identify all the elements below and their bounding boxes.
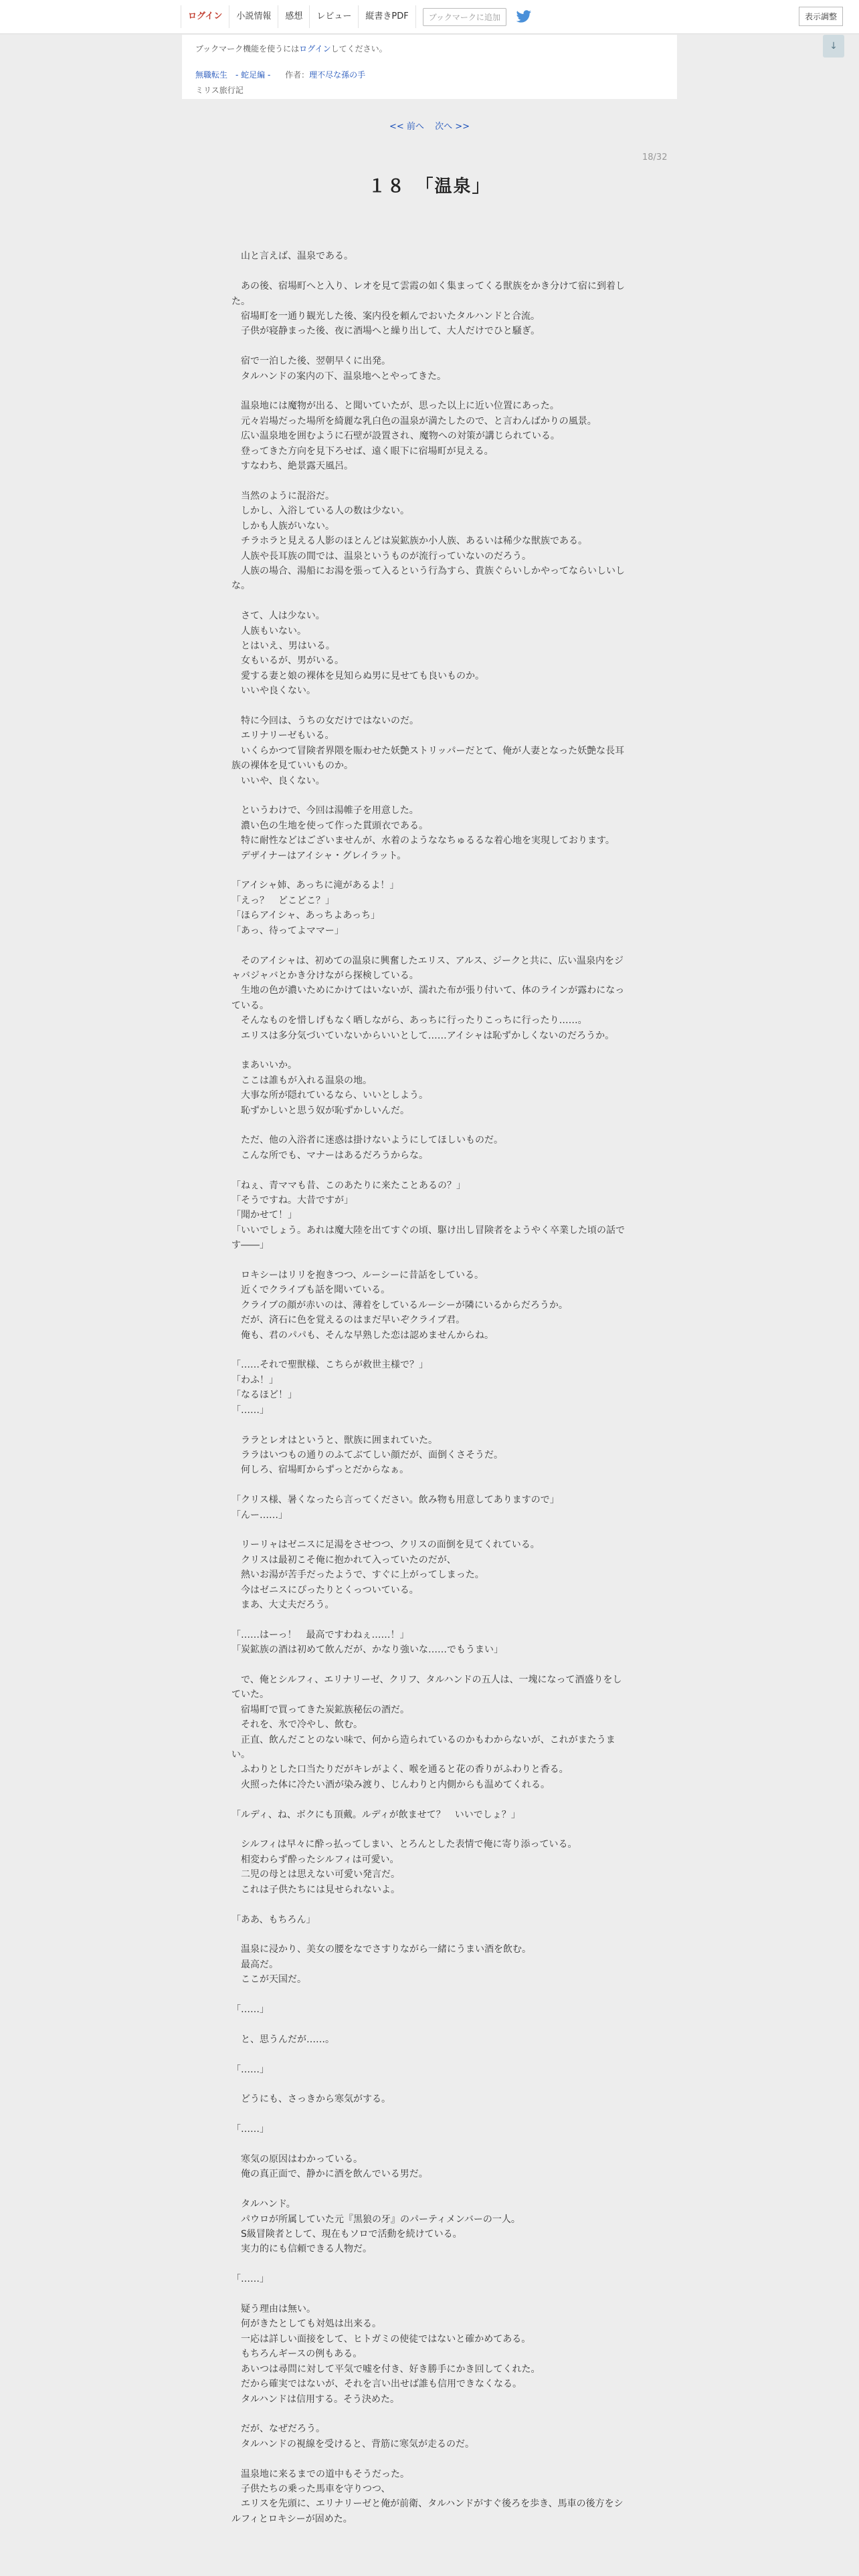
- novel-paragraph: 「……はーっ！ 最高ですわねぇ……！」: [231, 1629, 409, 1640]
- novel-paragraph: まあいいか。: [231, 1060, 297, 1071]
- novel-paragraph: 今はゼニスにぴったりとくっついている。: [231, 1584, 419, 1596]
- main-nav: [181, 5, 532, 28]
- scroll-down-button[interactable]: ↓: [823, 35, 844, 58]
- novel-paragraph: [231, 1988, 628, 2002]
- novel-info-link[interactable]: 小説情報: [229, 5, 278, 28]
- novel-paragraph: パウロが所属していた元『黒狼の牙』のパーティメンバーの一人。: [231, 2214, 520, 2225]
- novel-paragraph: [231, 1897, 628, 1912]
- novel-paragraph: 広い温泉地を囲むように石壁が設置され、魔物への対策が講じられている。: [231, 431, 560, 442]
- novel-paragraph: 二児の母とは思えない可愛い発言だ。: [231, 1869, 400, 1881]
- novel-paragraph: [231, 594, 628, 609]
- novel-paragraph: [231, 1043, 628, 1058]
- novel-paragraph: これは子供たちには見せられないよ。: [231, 1884, 400, 1895]
- novel-paragraph: そのアイシャは、初めての温泉に興奮したエリス、アルス、ジークと共に、広い温泉内をジャバジャバとかき分けながら探検している。: [231, 955, 624, 981]
- novel-paragraph: [231, 384, 628, 399]
- novel-paragraph: [231, 339, 628, 354]
- novel-paragraph: しかし、入浴している人の数は少ない。: [231, 506, 409, 517]
- novel-paragraph: S級冒険者として、現在もソロで活動を続けている。: [231, 2229, 462, 2240]
- novel-paragraph: ララはいつもの通りのふてぶてしい顔だが、面倒くさそうだ。: [231, 1449, 503, 1461]
- novel-paragraph: [231, 863, 628, 878]
- novel-paragraph: だから確実ではないが、それを言い出せば誰も信用できなくなる。: [231, 2379, 522, 2390]
- novel-paragraph: とはいえ、男はいる。: [231, 640, 335, 651]
- notice-text-after: してください。: [330, 44, 387, 53]
- novel-paragraph: 子供が寝静まった後、夜に酒場へと繰り出して、大人だけでひと騒ぎ。: [231, 326, 541, 337]
- novel-paragraph: 「ああ、もちろん」: [231, 1914, 316, 1925]
- novel-paragraph: 「えっ？ どこどこ？」: [231, 895, 335, 906]
- novel-paragraph: いいや、良くない。: [231, 775, 325, 786]
- chapter-group-title: ミリス旅行記: [195, 86, 244, 95]
- novel-paragraph: 「ほらアイシャ、あっちよあっち」: [231, 910, 381, 922]
- novel-paragraph: [231, 1658, 628, 1673]
- novel-paragraph: 生地の色が濃いためにかけてはいないが、濡れた布が張り付いて、体のラインが露わになっている。: [231, 985, 625, 1011]
- novel-paragraph: いいや良くない。: [231, 685, 316, 697]
- novel-paragraph: それを、氷で冷やし、飲む。: [231, 1719, 363, 1731]
- notice-login-link[interactable]: ログイン: [299, 44, 331, 53]
- novel-paragraph: [231, 2017, 628, 2032]
- novel-paragraph: 山と言えば、温泉である。: [231, 251, 353, 262]
- novel-paragraph: 温泉に浸かり、美女の腰をなでさすりながら一緒にうまい酒を飲む。: [231, 1944, 531, 1955]
- novel-paragraph: あいつは尋問に対して平気で嘘を付き、好き勝手にかき回してくれた。: [231, 2363, 541, 2375]
- author-link[interactable]: 理不尽な孫の手: [309, 70, 366, 80]
- notice-text-before: ブックマーク機能を使うには: [195, 44, 300, 53]
- novel-paragraph: [231, 2047, 628, 2062]
- novel-paragraph: ただ、他の入浴者に迷惑は掛けないようにしてほしいものだ。: [231, 1135, 503, 1146]
- novel-paragraph: 濃い色の生地を使って作った貫頭衣である。: [231, 820, 428, 831]
- novel-paragraph: 人族や長耳族の間では、温泉というものが流行っていないのだろう。: [231, 550, 531, 562]
- review-link[interactable]: レビュー: [309, 5, 358, 28]
- novel-paragraph: [231, 788, 628, 803]
- novel-paragraph: 宿場町を一通り観光した後、案内役を頼んでおいたタルハンドと合流。: [231, 311, 541, 322]
- novel-paragraph: あの後、宿場町へと入り、レオを見て雲霞の如く集まってくる獣族をかき分けて宿に到着した。: [231, 281, 625, 307]
- novel-paragraph: ふわりとした口当たりだがキレがよく、喉を通ると花の香りがふわりと香る。: [231, 1764, 569, 1776]
- novel-paragraph: [231, 1792, 628, 1807]
- display-settings-button[interactable]: 表示調整: [799, 7, 843, 26]
- novel-paragraph: 特に今回は、うちの女だけではないのだ。: [231, 716, 419, 726]
- novel-paragraph: どうにも、さっきから寒気がする。: [231, 2094, 391, 2105]
- novel-paragraph: 「んー……」: [231, 1509, 288, 1521]
- novel-paragraph: タルハンドは信用する。そう決めた。: [231, 2393, 400, 2405]
- novel-paragraph: 当然のように混浴だ。: [231, 490, 335, 502]
- novel-paragraph: 一応は詳しい面接をして、ヒトガミの使徒ではないと確かめてある。: [231, 2333, 531, 2345]
- novel-paragraph: [231, 938, 628, 953]
- novel-paragraph: ここは誰もが入れる温泉の地。: [231, 1075, 372, 1086]
- novel-paragraph: 最高だ。: [231, 1959, 278, 1970]
- novel-paragraph: 特に耐性などはございませんが、水着のようななちゅるるな着心地を実現しております。: [231, 835, 615, 847]
- novel-paragraph: 実力的にも信頼できる人物だ。: [231, 2244, 372, 2255]
- novel-paragraph: 火照った体に冷たい酒が染み渡り、じんわりと内側からも温めてくれる。: [231, 1779, 550, 1790]
- novel-paragraph: 宿で一泊した後、翌朝早くに出発。: [231, 356, 391, 367]
- impressions-link[interactable]: 感想: [278, 5, 309, 28]
- novel-paragraph: 「ねぇ、青ママも昔、このあたりに来たことあるの？」: [231, 1180, 466, 1191]
- novel-paragraph: エリスを先頭に、エリナリーゼと俺が前衛、タルハンドがすぐ後ろを歩き、馬車の後方をシルフィとロキシーが固めた。: [231, 2498, 624, 2525]
- novel-paragraph: 「炭鉱族の酒は初めて飲んだが、かなり強いな……でもうまい」: [231, 1644, 503, 1656]
- novel-paragraph: 近くでクライブも話を聞いている。: [231, 1285, 391, 1296]
- novel-paragraph: [231, 1927, 628, 1942]
- page-number: 18/32: [642, 152, 668, 163]
- novel-paragraph: タルハンド。: [231, 2199, 296, 2210]
- author-label: 作者：: [285, 70, 310, 80]
- novel-paragraph: [231, 2257, 628, 2272]
- chapter-title: １８ 「温泉」: [368, 177, 491, 197]
- novel-paragraph: 恥ずかしいと思う奴が恥ずかしいんだ。: [231, 1105, 409, 1116]
- novel-paragraph: チラホラと見える人影のほとんどは炭鉱族か小人族、あるいは稀少な獣族である。: [231, 536, 587, 547]
- novel-paragraph: [231, 234, 628, 249]
- novel-paragraph: [231, 2452, 628, 2466]
- novel-paragraph: タルハンドの案内の下、温泉地へとやってきた。: [231, 370, 447, 382]
- novel-paragraph: 正直、飲んだことのない味で、何から造られているのかもわからないが、これがまたうまい。: [231, 1734, 615, 1761]
- novel-paragraph: [231, 1612, 628, 1627]
- novel-paragraph: というわけで、今回は湯帷子を用意した。: [231, 805, 419, 817]
- novel-paragraph: そんなものを惜しげもなく晒しながら、あっちに行ったりこっちに行ったり……。: [231, 1015, 587, 1027]
- novel-paragraph: 元々岩場だった場所を綺麗な乳白色の温泉が満たしたので、と言わんばかりの風景。: [231, 415, 597, 427]
- novel-paragraph: 「ルディ、ね、ボクにも頂戴。ルディが飲ませて？ いいでしょ？」: [231, 1809, 520, 1820]
- top-navigation-bar: [0, 0, 859, 34]
- novel-paragraph: すなわち、絶景露天風呂。: [231, 461, 353, 472]
- novel-paragraph: 「クリス様、暑くなったら言ってください。飲み物も用意してありますので」: [231, 1495, 559, 1506]
- chapter-pager: [0, 119, 859, 132]
- novel-paragraph: 「アイシャ姉、あっちに滝があるよ！」: [231, 880, 399, 891]
- novel-paragraph: 「聞かせて！」: [231, 1210, 297, 1221]
- series-link[interactable]: 無職転生 - 蛇足編 -: [195, 70, 271, 80]
- novel-paragraph: [231, 1478, 628, 1493]
- novel-paragraph: 相変わらず酔ったシルフィは可愛い。: [231, 1854, 399, 1865]
- novel-paragraph: [231, 2107, 628, 2122]
- novel-paragraph: 「……」: [231, 2274, 269, 2285]
- novel-paragraph: 「いいでしょう。あれは魔大陸を出てすぐの頃、駆け出し冒険者をようやく卒業した頃の話です――」: [231, 1224, 625, 1251]
- novel-paragraph: 「……それで聖獣様、こちらが救世主様で？」: [231, 1360, 428, 1371]
- novel-paragraph: クリスは最初こそ俺に抱かれて入っていたのだが、: [231, 1554, 456, 1566]
- series-author-row: [195, 69, 664, 80]
- novel-paragraph: 人族の場合、湯船にお湯を張って入るという行為すら、貴族ぐらいしかやってならいしいしな。: [231, 565, 625, 592]
- novel-paragraph: 「わふ！」: [231, 1374, 278, 1386]
- novel-paragraph: 「……」: [231, 2004, 269, 2015]
- novel-paragraph: [231, 1118, 628, 1133]
- novel-paragraph: [231, 1523, 628, 1537]
- novel-paragraph: [231, 1253, 628, 1268]
- novel-paragraph: だが、済石に色を覚えるのはまだ早いぞクライブ君。: [231, 1315, 466, 1326]
- novel-paragraph: で、俺とシルフィ、エリナリーゼ、クリフ、タルハンドの五人は、一塊になって酒盛りをしていた。: [231, 1675, 622, 1701]
- novel-paragraph: もちろんギースの例もある。: [231, 2349, 363, 2360]
- novel-paragraph: 俺の真正面で、静かに酒を飲んでいる男だ。: [231, 2169, 428, 2180]
- bookmark-notice: [195, 43, 664, 54]
- novel-paragraph: [231, 699, 628, 714]
- novel-paragraph: 「……」: [231, 2124, 269, 2135]
- novel-paragraph: [231, 2407, 628, 2422]
- login-link[interactable]: ログイン: [181, 5, 229, 28]
- vertical-pdf-link[interactable]: 縦書きPDF: [358, 5, 415, 28]
- novel-paragraph: ロキシーはリリを抱きつつ、ルーシーに昔話をしている。: [231, 1270, 484, 1281]
- novel-paragraph: 宿場町で買ってきた炭鉱族秘伝の酒だ。: [231, 1704, 409, 1715]
- novel-paragraph: 愛する妻と娘の裸体を見知らぬ男に見せても良いものか。: [231, 670, 484, 681]
- novel-paragraph: 温泉地に来るまでの道中もそうだった。: [231, 2468, 409, 2480]
- novel-paragraph: 人族もいない。: [231, 625, 306, 637]
- novel-paragraph: [231, 264, 628, 279]
- novel-paragraph: 寒気の原因はわかっている。: [231, 2154, 363, 2165]
- novel-paragraph: 「……」: [231, 2064, 269, 2075]
- novel-paragraph: 熱いお湯が苦手だったようで、すぐに上がってしまった。: [231, 1570, 484, 1581]
- novel-paragraph: 女もいるが、男がいる。: [231, 655, 344, 667]
- novel-paragraph: こんな所でも、マナーはあるだろうからな。: [231, 1150, 428, 1161]
- novel-paragraph: ララとレオはというと、獣族に囲まれていた。: [231, 1434, 438, 1446]
- novel-paragraph: [231, 2137, 628, 2152]
- novel-paragraph: [231, 1163, 628, 1178]
- novel-paragraph: 何しろ、宿場町からずっとだからなぁ。: [231, 1465, 409, 1476]
- novel-body: [231, 234, 628, 2527]
- novel-paragraph: ここが天国だ。: [231, 1974, 306, 1985]
- novel-paragraph: 「あっ、待ってよママー」: [231, 925, 344, 936]
- novel-paragraph: 「……」: [231, 1404, 269, 1416]
- novel-paragraph: シルフィは早々に酔っ払ってしまい、とろんとした表情で俺に寄り添っている。: [231, 1839, 577, 1850]
- novel-paragraph: 温泉地には魔物が出る、と聞いていたが、思った以上に近い位置にあった。: [231, 401, 559, 412]
- novel-paragraph: デザイナーはアイシャ・グレイラット。: [231, 850, 407, 861]
- novel-info-box: [182, 35, 677, 99]
- novel-paragraph: タルハンドの視線を受けると、背筋に寒気が走るのだ。: [231, 2438, 475, 2450]
- novel-paragraph: まあ、大丈夫だろう。: [231, 1599, 335, 1610]
- novel-paragraph: [231, 474, 628, 489]
- novel-paragraph: 何がきたとしても対処は出来る。: [231, 2319, 381, 2330]
- novel-paragraph: [231, 2287, 628, 2302]
- novel-paragraph: と、思うんだが……。: [231, 2034, 335, 2045]
- novel-paragraph: 子供たちの乗った馬車を守りつつ、: [231, 2483, 391, 2494]
- next-chapter-link[interactable]: 次へ >>: [435, 122, 470, 132]
- prev-chapter-link[interactable]: << 前へ: [389, 122, 424, 132]
- novel-paragraph: 「なるほど！」: [231, 1390, 297, 1401]
- novel-paragraph: リーリャはゼニスに足湯をさせつつ、クリスの面倒を見てくれている。: [231, 1539, 540, 1551]
- novel-paragraph: 大事な所が隠れているなら、いいとしよう。: [231, 1090, 428, 1101]
- novel-paragraph: しかも人族がいない。: [231, 520, 335, 532]
- novel-paragraph: クライブの顔が赤いのは、薄着をしているルーシーが隣にいるからだろうか。: [231, 1299, 568, 1311]
- novel-paragraph: 「そうですね。大昔ですが」: [231, 1195, 353, 1206]
- novel-paragraph: 俺も、君のパパも、そんな早熟した恋は認めませんからね。: [231, 1329, 494, 1341]
- bookmark-button[interactable]: ブックマークに追加: [423, 8, 506, 26]
- novel-paragraph: [231, 1418, 628, 1432]
- novel-paragraph: 登ってきた方向を見下ろせば、遠く眼下に宿場町が見える。: [231, 445, 494, 457]
- novel-paragraph: だが、なぜだろう。: [231, 2424, 325, 2435]
- twitter-icon[interactable]: [516, 10, 532, 23]
- novel-paragraph: [231, 1822, 628, 1837]
- novel-paragraph: エリスは多分気づいていないからいいとして……アイシャは恥ずかしくないのだろうか。: [231, 1030, 615, 1041]
- novel-paragraph: 疑う理由は無い。: [231, 2304, 316, 2315]
- novel-paragraph: [231, 2077, 628, 2092]
- novel-paragraph: [231, 2182, 628, 2197]
- novel-paragraph: エリナリーゼもいる。: [231, 730, 335, 742]
- novel-paragraph: いくらかつて冒険者界隈を賑わせた妖艶ストリッパーだとて、俺が人妻となった妖艶な長耳族の裸体を見ていいものか。: [231, 745, 625, 772]
- novel-paragraph: [231, 1343, 628, 1358]
- novel-paragraph: さて、人は少ない。: [231, 611, 325, 622]
